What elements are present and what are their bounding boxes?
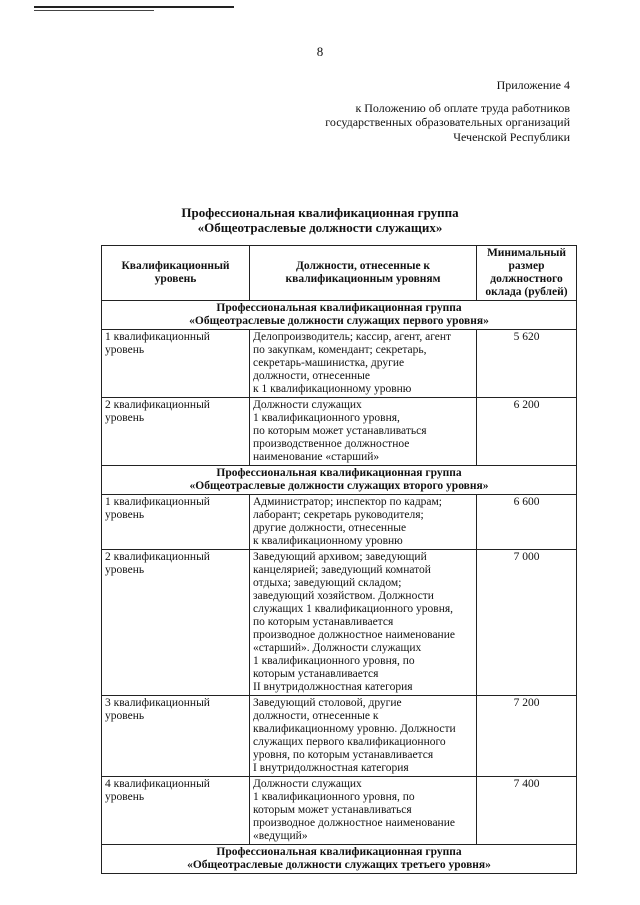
table-header-row: [102, 246, 577, 301]
positions-line: Заведующий столовой, другие: [253, 697, 402, 709]
qualification-level: [102, 495, 250, 550]
positions-line: Администратор; инспектор по кадрам;: [253, 496, 442, 508]
positions-line: служащих первого квалификационного: [253, 736, 446, 748]
header-salary-line: оклада (рублей): [485, 286, 568, 298]
positions-line: I внутридолжностная категория: [253, 762, 409, 774]
positions-line: 1 квалификационного уровня, по: [253, 655, 415, 667]
group-title-line: Профессиональная квалификационная группа: [216, 846, 462, 858]
table-row: [102, 550, 577, 696]
header-level: [102, 246, 250, 301]
positions-line: по которым устанавливается: [253, 616, 394, 628]
top-rule-short: [34, 10, 154, 11]
positions-line: квалификационному уровню. Должности: [253, 723, 456, 735]
table-row: [102, 777, 577, 845]
level-line: уровень: [105, 710, 145, 722]
level-line: уровень: [105, 412, 145, 424]
positions-line: секретарь-машинистка, другие: [253, 357, 405, 369]
group-title-line: «Общеотраслевые должности служащих третьего уровня»: [187, 859, 491, 871]
positions-line: к 1 квалификационному уровню: [253, 383, 412, 395]
header-positions: [250, 246, 477, 301]
title-line: Профессиональная квалификационная группа: [181, 205, 459, 220]
qualification-level: [102, 550, 250, 696]
salary-table: [101, 245, 577, 874]
group-title: [102, 845, 577, 874]
positions-line: должности, отнесенные к: [253, 710, 379, 722]
positions-line: Делопроизводитель; кассир, агент, агент: [253, 331, 452, 343]
header-salary-line: должностного: [490, 273, 563, 285]
level-line: 2 квалификационный: [105, 551, 210, 563]
positions-line: Должности служащих: [253, 778, 362, 790]
positions-line: «старший». Должности служащих: [253, 642, 422, 654]
salary-value: 5 620: [477, 330, 577, 398]
level-line: 1 квалификационный: [105, 496, 210, 508]
positions-list: [250, 550, 477, 696]
level-line: уровень: [105, 509, 145, 521]
page-number: 8: [316, 44, 324, 59]
appendix-block: [325, 78, 570, 144]
header-salary-line: Минимальный: [486, 247, 567, 259]
positions-line: служащих 1 квалификационного уровня,: [253, 603, 454, 615]
header-level-line: уровень: [154, 273, 197, 285]
positions-line: лаборант; секретарь руководителя;: [253, 509, 424, 521]
positions-list: [250, 777, 477, 845]
group-title-line: Профессиональная квалификационная группа: [216, 302, 462, 314]
table-row: [102, 398, 577, 466]
title-line: «Общеотраслевые должности служащих»: [197, 220, 443, 235]
level-line: 1 квалификационный: [105, 331, 210, 343]
salary-value: 6 200: [477, 398, 577, 466]
level-line: уровень: [105, 564, 145, 576]
qualification-level: [102, 330, 250, 398]
group-title-line: «Общеотраслевые должности служащих второго уровня»: [189, 480, 489, 492]
group-title-line: Профессиональная квалификационная группа: [216, 467, 462, 479]
salary-value: 7 000: [477, 550, 577, 696]
positions-list: [250, 495, 477, 550]
appendix-line: государственных образовательных организаций: [325, 115, 570, 129]
positions-line: уровня, по которым устанавливается: [253, 749, 434, 761]
positions-line: производственное должностное: [253, 438, 410, 450]
positions-line: заведующий хозяйством. Должности: [253, 590, 434, 602]
positions-line: «ведущий»: [253, 830, 308, 842]
header-salary: [477, 246, 577, 301]
positions-list: [250, 398, 477, 466]
group-header-row: [102, 466, 577, 495]
header-positions-line: Должности, отнесенные к: [295, 260, 431, 272]
positions-line: 1 квалификационного уровня,: [253, 412, 400, 424]
group-header-row: [102, 845, 577, 874]
level-line: 3 квалификационный: [105, 697, 210, 709]
salary-value: 6 600: [477, 495, 577, 550]
header-salary-line: размер: [508, 260, 545, 272]
group-title: [102, 466, 577, 495]
positions-line: которым устанавливается: [253, 668, 379, 680]
positions-line: по закупкам, комендант; секретарь,: [253, 344, 427, 356]
group-title-line: «Общеотраслевые должности служащих первого уровня»: [189, 315, 489, 327]
qualification-level: [102, 696, 250, 777]
positions-list: [250, 330, 477, 398]
table-row: [102, 330, 577, 398]
positions-list: [250, 696, 477, 777]
positions-line: производное должностное наименование: [253, 629, 455, 641]
qualification-level: [102, 777, 250, 845]
positions-line: по которым может устанавливаться: [253, 425, 427, 437]
positions-line: Заведующий архивом; заведующий: [253, 551, 427, 563]
level-line: 4 квалификационный: [105, 778, 210, 790]
top-rule: [34, 6, 234, 8]
positions-line: которым может устанавливаться: [253, 804, 412, 816]
table-row: [102, 696, 577, 777]
level-line: уровень: [105, 344, 145, 356]
level-line: уровень: [105, 791, 145, 803]
positions-line: наименование «старший»: [253, 451, 380, 463]
group-header-row: [102, 301, 577, 330]
positions-line: к квалификационному уровню: [253, 535, 403, 547]
positions-line: 1 квалификационного уровня, по: [253, 791, 415, 803]
positions-line: Должности служащих: [253, 399, 362, 411]
positions-line: канцелярией; заведующий комнатой: [253, 564, 431, 576]
positions-line: отдыха; заведующий складом;: [253, 577, 402, 589]
positions-line: другие должности, отнесенные: [253, 522, 407, 534]
appendix-line: Чеченской Республики: [453, 129, 570, 144]
positions-line: производное должностное наименование: [253, 817, 455, 829]
qualification-level: [102, 398, 250, 466]
positions-line: II внутридолжностная категория: [253, 681, 413, 693]
appendix-title: Приложение 4: [496, 78, 570, 92]
salary-value: 7 400: [477, 777, 577, 845]
header-positions-line: квалификационным уровням: [285, 273, 441, 285]
group-title: [102, 301, 577, 330]
table-row: [102, 495, 577, 550]
salary-value: 7 200: [477, 696, 577, 777]
level-line: 2 квалификационный: [105, 399, 210, 411]
header-level-line: Квалификационный: [121, 260, 230, 272]
positions-line: должности, отнесенные: [253, 370, 371, 382]
document-title: [0, 205, 640, 235]
appendix-line: к Положению об оплате труда работников: [355, 100, 570, 115]
